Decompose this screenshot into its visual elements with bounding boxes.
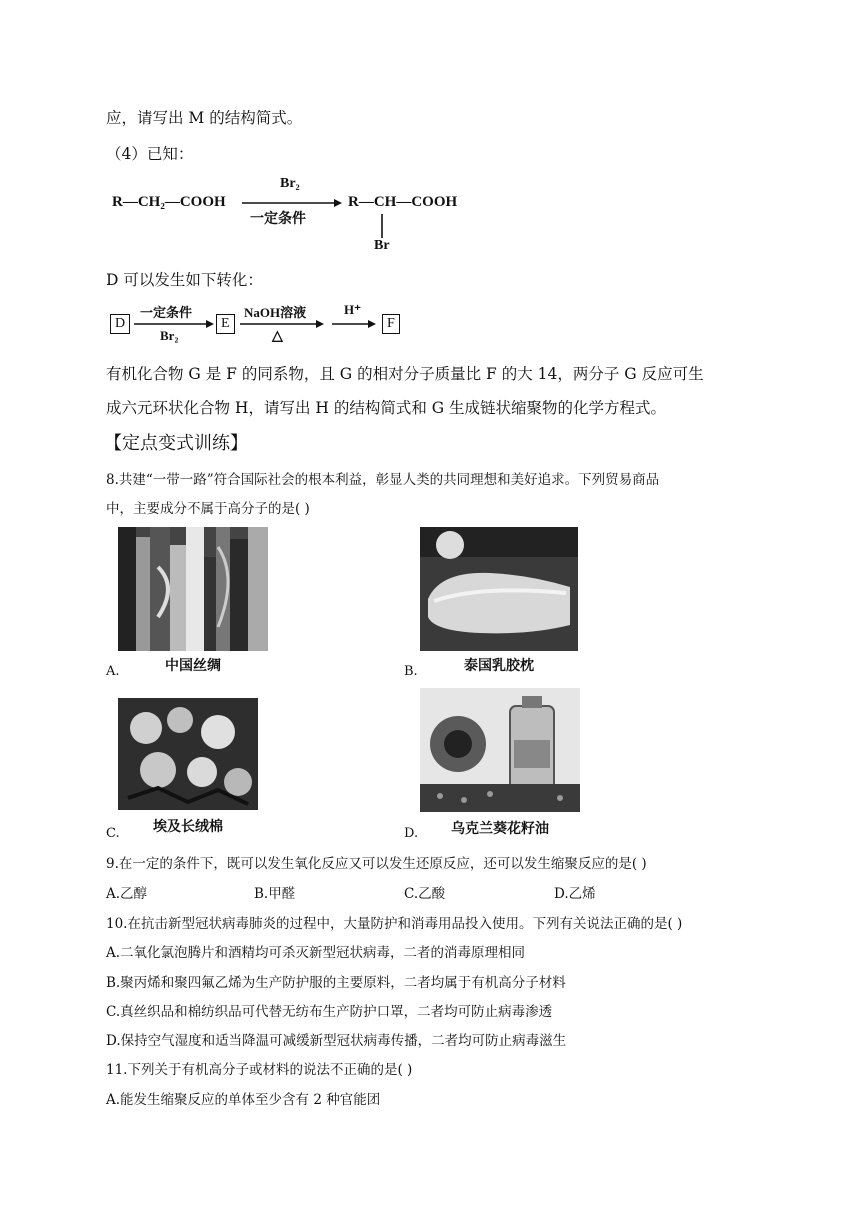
sunflower-oil-image <box>420 688 580 812</box>
bond-line <box>380 214 384 238</box>
option-caption: 乌克兰葵花籽油 <box>451 821 549 837</box>
option-b: B.聚丙烯和聚四氟乙烯为生产防护服的主要原料，二者均属于有机高分子材料 <box>106 975 566 991</box>
option-letter: C. <box>106 826 120 841</box>
paragraph-text: 成六元环状化合物 H，请写出 H 的结构简式和 G 生成链状缩聚物的化学方程式。 <box>106 399 667 417</box>
option-d: D.保持空气湿度和适当降温可减缓新型冠状病毒传播，二者均可防止病毒滋生 <box>106 1033 567 1049</box>
option-a: A.乙醇 <box>106 886 148 902</box>
reaction-scheme-2 <box>110 302 420 346</box>
option-c: C.乙酸 <box>404 886 446 902</box>
reagent-above: Br₂ <box>280 176 300 191</box>
paragraph-text: 有机化合物 G 是 F 的同系物，且 G 的相对分子质量比 F 的大 14，两分子 G 反应可生 <box>106 365 704 383</box>
silk-image <box>118 527 268 651</box>
cotton-image <box>118 698 258 810</box>
cotton-photo <box>118 698 258 840</box>
question-stem: 中，主要成分不属于高分子的是( ) <box>106 501 310 517</box>
option-caption: 埃及长绒棉 <box>153 819 223 835</box>
paragraph-text: 应，请写出 M 的结构简式。 <box>106 109 303 127</box>
silk-photo <box>118 527 268 679</box>
sunflower-oil-photo <box>420 688 580 840</box>
question-stem: 10.在抗击新型冠状病毒肺炎的过程中，大量防护和消毒用品投入使用。下列有关说法正确的是( ) <box>106 916 683 932</box>
question-stem: 8.共建“一带一路”符合国际社会的根本利益，彰显人类的共同理想和美好追求。下列贸易商品 <box>106 472 660 488</box>
product-formula: R—CH—COOH <box>348 194 458 210</box>
option-a: A.二氧化氯泡腾片和酒精均可杀灭新型冠状病毒，二者的消毒原理相同 <box>106 945 526 961</box>
section-heading: 【定点变式训练】 <box>104 433 248 454</box>
option-letter: D. <box>404 826 419 841</box>
option-caption: 中国丝绸 <box>165 658 221 674</box>
arrow2-heat: △ <box>272 329 283 344</box>
substituent-label: Br <box>374 238 390 253</box>
option-c: C.真丝织品和棉纺织品可代替无纺布生产防护口罩，二者均可防止病毒渗透 <box>106 1004 553 1020</box>
arrow1-condition: 一定条件 <box>140 305 193 320</box>
reaction-scheme-1 <box>112 172 482 262</box>
pillow-image <box>420 527 578 651</box>
compound-box-e: E <box>216 314 235 334</box>
paragraph-text: D 可以发生如下转化： <box>106 271 263 289</box>
option-d: D.乙烯 <box>554 886 596 902</box>
reaction-arrow <box>332 319 376 329</box>
option-b: B.甲醛 <box>254 886 296 902</box>
option-letter: B. <box>404 664 418 679</box>
option-letter: A. <box>106 664 120 679</box>
reactant-formula: R—CH₂—COOH <box>112 194 226 210</box>
option-caption: 泰国乳胶枕 <box>464 658 534 674</box>
option-a: A.能发生缩聚反应的单体至少含有 2 种官能团 <box>106 1092 381 1108</box>
reaction-arrow <box>242 198 342 208</box>
arrow2-reagent: NaOH溶液 <box>244 305 307 320</box>
arrow1-reagent: Br₂ <box>160 328 179 343</box>
pillow-photo <box>420 527 578 679</box>
arrow3-reagent: H⁺ <box>344 302 361 317</box>
compound-box-f: F <box>382 314 400 334</box>
question-stem: 11.下列关于有机高分子或材料的说法不正确的是( ) <box>106 1062 413 1078</box>
subquestion-label: （4）已知： <box>106 145 194 163</box>
compound-box-d: D <box>110 314 130 334</box>
question-stem: 9.在一定的条件下，既可以发生氧化反应又可以发生还原反应，还可以发生缩聚反应的是( ) <box>106 856 647 872</box>
condition-below: 一定条件 <box>250 212 306 227</box>
